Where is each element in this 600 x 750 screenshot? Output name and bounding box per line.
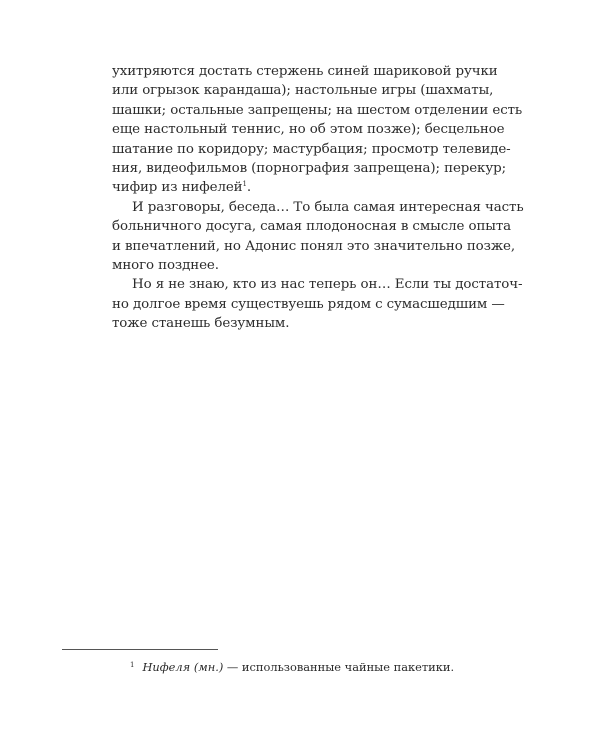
footnote [130,657,470,675]
body-text [112,62,524,334]
text-line: больничного досуга, самая плодоносная в смысле опыта [112,219,512,235]
text-line-indent: Но я не знаю, кто из нас теперь он… Если ты достаточ- [132,277,523,293]
text-line: ухитряются достать стержень синей шариковой ручки [112,64,498,79]
text-line: или огрызок карандаша); настольные игры (шахматы, [112,83,494,99]
text-line-indent: И разговоры, беседа… То была самая интересная часть [132,199,524,215]
text-fragment: . [246,180,252,196]
text-line-last: тоже станешь безумным. [112,316,290,332]
text-line: шашки; остальные запрещены; на шестом отделении есть [112,102,523,118]
footnote-text: — использованные чайные пакетики. [223,660,455,674]
footnote-abbreviation: (мн.) [193,660,224,674]
text-line: шатание по коридору; мастурбация; просмотр телевиде- [112,141,511,157]
text-line: и впечатлений, но Адонис понял это значительно позже, [112,238,516,254]
footnote-reference[interactable]: 1 [242,180,247,189]
text-line: но долгое время существуешь рядом с сумасшедшим — [112,296,505,312]
text-fragment: чифир из нифелей [112,180,243,196]
footnote-term: Нифеля [142,660,191,674]
text-line-last [112,178,488,197]
footnote-number: 1 [130,661,135,669]
text-line: ния, видеофильмов (порнография запрещена); перекур; [112,161,506,177]
text-line-last: много позднее. [112,258,219,274]
text-line: еще настольный теннис, но об этом позже); бесцельное [112,122,505,138]
footnote-divider [62,649,218,650]
